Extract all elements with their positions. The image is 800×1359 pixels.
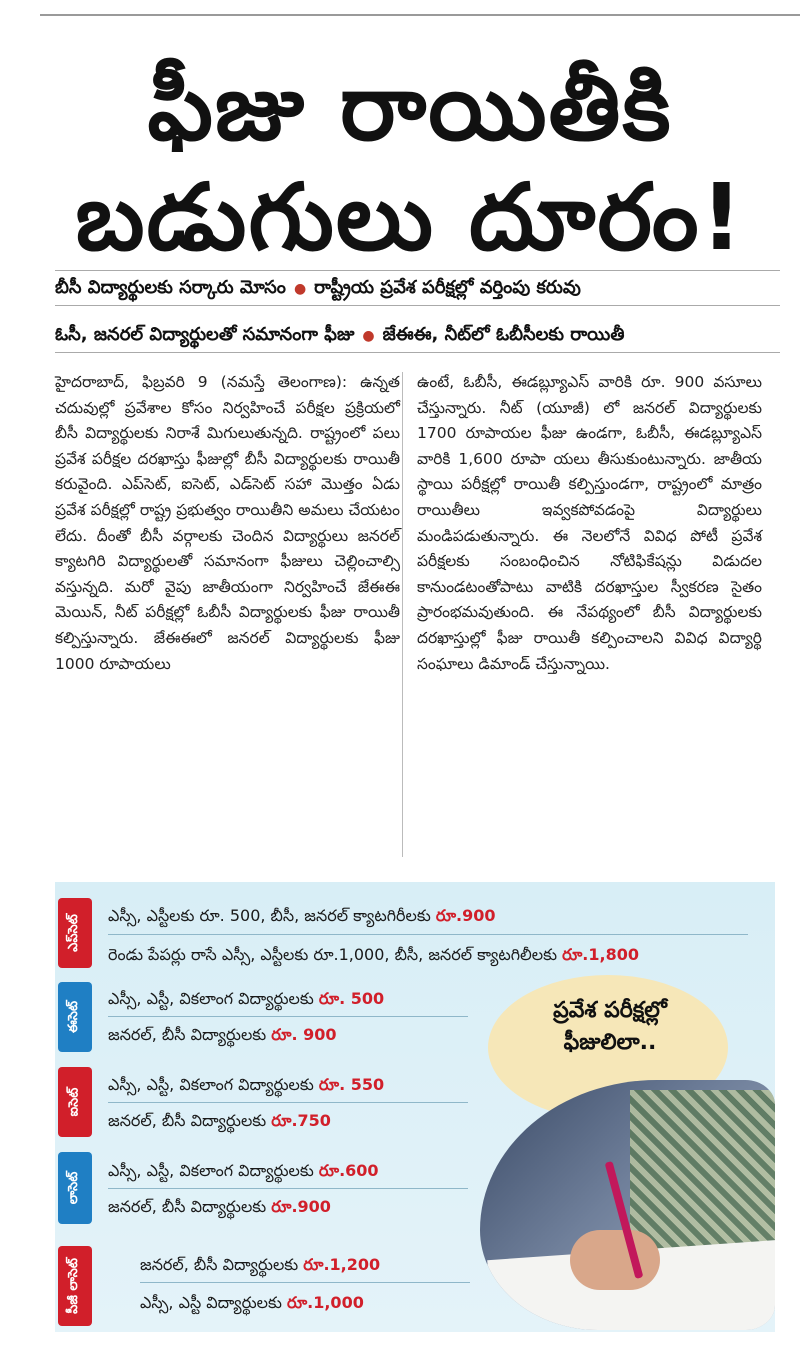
- top-rule: [40, 14, 800, 16]
- callout-text: ప్రవేశ పరీక్షల్లో ఫీజులిలా..: [553, 998, 667, 1055]
- subhead-text: ఓసీ, జనరల్ విద్యార్థులతో సమానంగా ఫీజు: [55, 324, 355, 345]
- subheadline-row-2: [55, 318, 780, 353]
- article-paragraph: ఉంటే, ఓబీసీ, ఈడబ్ల్యూఎస్ వారికి రూ. 900 వసూలు చేస్తున్నారు. నీట్ (యూజీ) లో జనరల్ విద్యార్థులకు 1700 రూపాయల ఫీజు ఉండగా, ఓబీసీ, ఈడబ్ల్యూఎస్ వారికి 1,600 రూపా యలు తీసుకుంటున్నారు. జాతీయ స్థాయి పరీక్షల్లో రాయితీ కల్పిస్తుండగా, రాష్ట్రంలో మాత్రం రాయితీలు ఇవ్వకపోవడంపై విద్యార్థులు మండిపడుతున్నారు. ఈ నెలలోనే వివిధ పోటీ ప్రవేశ పరీక్షలకు సంబంధించిన నోటిఫికేషన్లు విడుదల కానుండటంతోపాటు వాటికి దరఖాస్తుల స్వీకరణ సైతం ప్రారంభమవుతుంది. ఈ నేపథ్యంలో బీసీ విద్యార్థులకు దరఖాస్తుల్లో ఫీజు రాయితీ కల్పించాలని వివిధ విద్యార్థి సంఘాలు డిమాండ్ చేస్తున్నాయి.: [417, 373, 762, 673]
- fee-amount: రూ.1,000: [286, 1293, 364, 1312]
- exam-badge-icet: ఐసెట్: [58, 1067, 92, 1137]
- fee-amount: రూ.750: [271, 1111, 331, 1130]
- headline-line-1: ఫీజు రాయితీకి: [147, 54, 673, 161]
- fee-amount: రూ. 550: [318, 1075, 385, 1094]
- fee-amount: రూ.1,800: [562, 945, 639, 964]
- fee-line: రెండు పేపర్లు రాసే ఎస్సీ, ఎస్టీలకు రూ.1,000, బీసీ, జనరల్ క్యాటగిలీలకు రూ.1,800: [108, 945, 639, 964]
- fee-amount: రూ. 500: [318, 989, 385, 1008]
- fee-line: ఎస్సీ, ఎస్టీలకు రూ. 500, బీసీ, జనరల్ క్యాటగిరీలకు రూ.900: [108, 906, 496, 925]
- fee-amount: రూ.600: [318, 1161, 379, 1180]
- fee-separator: [108, 1188, 468, 1189]
- fee-line: ఎస్సీ, ఎస్టీ విద్యార్థులకు రూ.1,000: [140, 1293, 364, 1312]
- fee-line: జనరల్, బీసీ విద్యార్థులకు రూ. 900: [108, 1025, 337, 1044]
- fee-line: జనరల్, బీసీ విద్యార్థులకు రూ.750: [108, 1111, 331, 1130]
- fee-separator: [108, 1102, 468, 1103]
- exam-badge-eapcet: ఎప్‌సెట్: [58, 898, 92, 968]
- bullet-icon: ●: [362, 328, 375, 344]
- subhead-text: రాష్ట్రీయ ప్రవేశ పరీక్షల్లో వర్తింపు కరువు: [314, 277, 581, 298]
- fee-separator: [140, 1282, 470, 1283]
- article-column-left: [55, 370, 400, 677]
- bullet-icon: ●: [293, 281, 307, 297]
- article-column-right: [417, 370, 762, 677]
- fee-line: ఎస్సీ, ఎస్టీ, వికలాంగ విద్యార్థులకు రూ.600: [108, 1161, 379, 1180]
- fee-line: జనరల్, బీసీ విద్యార్థులకు రూ.900: [108, 1197, 331, 1216]
- article-paragraph: హైదరాబాద్, ఫిబ్రవరి 9 (నమస్తే తెలంగాణ): ఉన్నత చదువుల్లో ప్రవేశాల కోసం నిర్వహించే పరీక్షల ప్రక్రియలో బీసీ విద్యార్థులకు నిరాశే మిగులుతున్నది. రాష్ట్రంలో పలు ప్రవేశ పరీక్షల దరఖాస్తు ఫీజుల్లో బీసీ విద్యార్థులకు రాయితీ కరువైంది. ఎప్‌సెట్, ఐసెట్, ఎడ్‌సెట్ సహా మొత్తం ఏడు ప్రవేశ పరీక్షల్లో రాష్ట్ర ప్రభుత్వం రాయితీని అమలు చేయటం లేదు. దీంతో బీసీ వర్గాలకు చెందిన విద్యార్థులు జనరల్ క్యాటగిరి విద్యార్థులతో సమానంగా ఫీజులు చెల్లించాల్సి వస్తున్నది. మరో వైపు జాతీయంగా నిర్వహించే జేఈఈ మెయిన్, నీట్ పరీక్షల్లో ఓబీసీ విద్యార్థులకు ఫీజు రాయితీ కల్పిస్తున్నారు. జేఈఈలో జనరల్ విద్యార్థులకు ఫీజు 1000 రూపాయలు: [55, 373, 400, 673]
- fee-line: జనరల్, బీసీ విద్యార్థులకు రూ.1,200: [140, 1255, 381, 1274]
- fee-separator: [108, 1016, 468, 1017]
- fee-amount: రూ.900: [435, 906, 496, 925]
- fee-separator: [108, 934, 748, 935]
- fee-line: ఎస్సీ, ఎస్టీ, వికలాంగ విద్యార్థులకు రూ. 550: [108, 1075, 385, 1094]
- headline-line-2: బడుగులు దూరం!: [75, 164, 745, 271]
- column-divider: [402, 372, 403, 857]
- subheadline-row-1: [55, 270, 780, 306]
- subhead-text: జేఈఈ, నీట్‌లో ఓబీసీలకు రాయితీ: [382, 324, 625, 345]
- fee-amount: రూ.1,200: [303, 1255, 381, 1274]
- exam-badge-ecet: ఈసెట్: [58, 982, 92, 1052]
- exam-badge-lawcet: లాసెట్: [58, 1152, 92, 1224]
- fee-line: ఎస్సీ, ఎస్టీ, వికలాంగ విద్యార్థులకు రూ. 500: [108, 989, 385, 1008]
- fee-amount: రూ. 900: [271, 1025, 337, 1044]
- exam-badge-pglawcet: పీజీ లాసెట్: [58, 1246, 92, 1326]
- fee-amount: రూ.900: [271, 1197, 331, 1216]
- subhead-text: బీసీ విద్యార్థులకు సర్కారు మోసం: [55, 277, 286, 298]
